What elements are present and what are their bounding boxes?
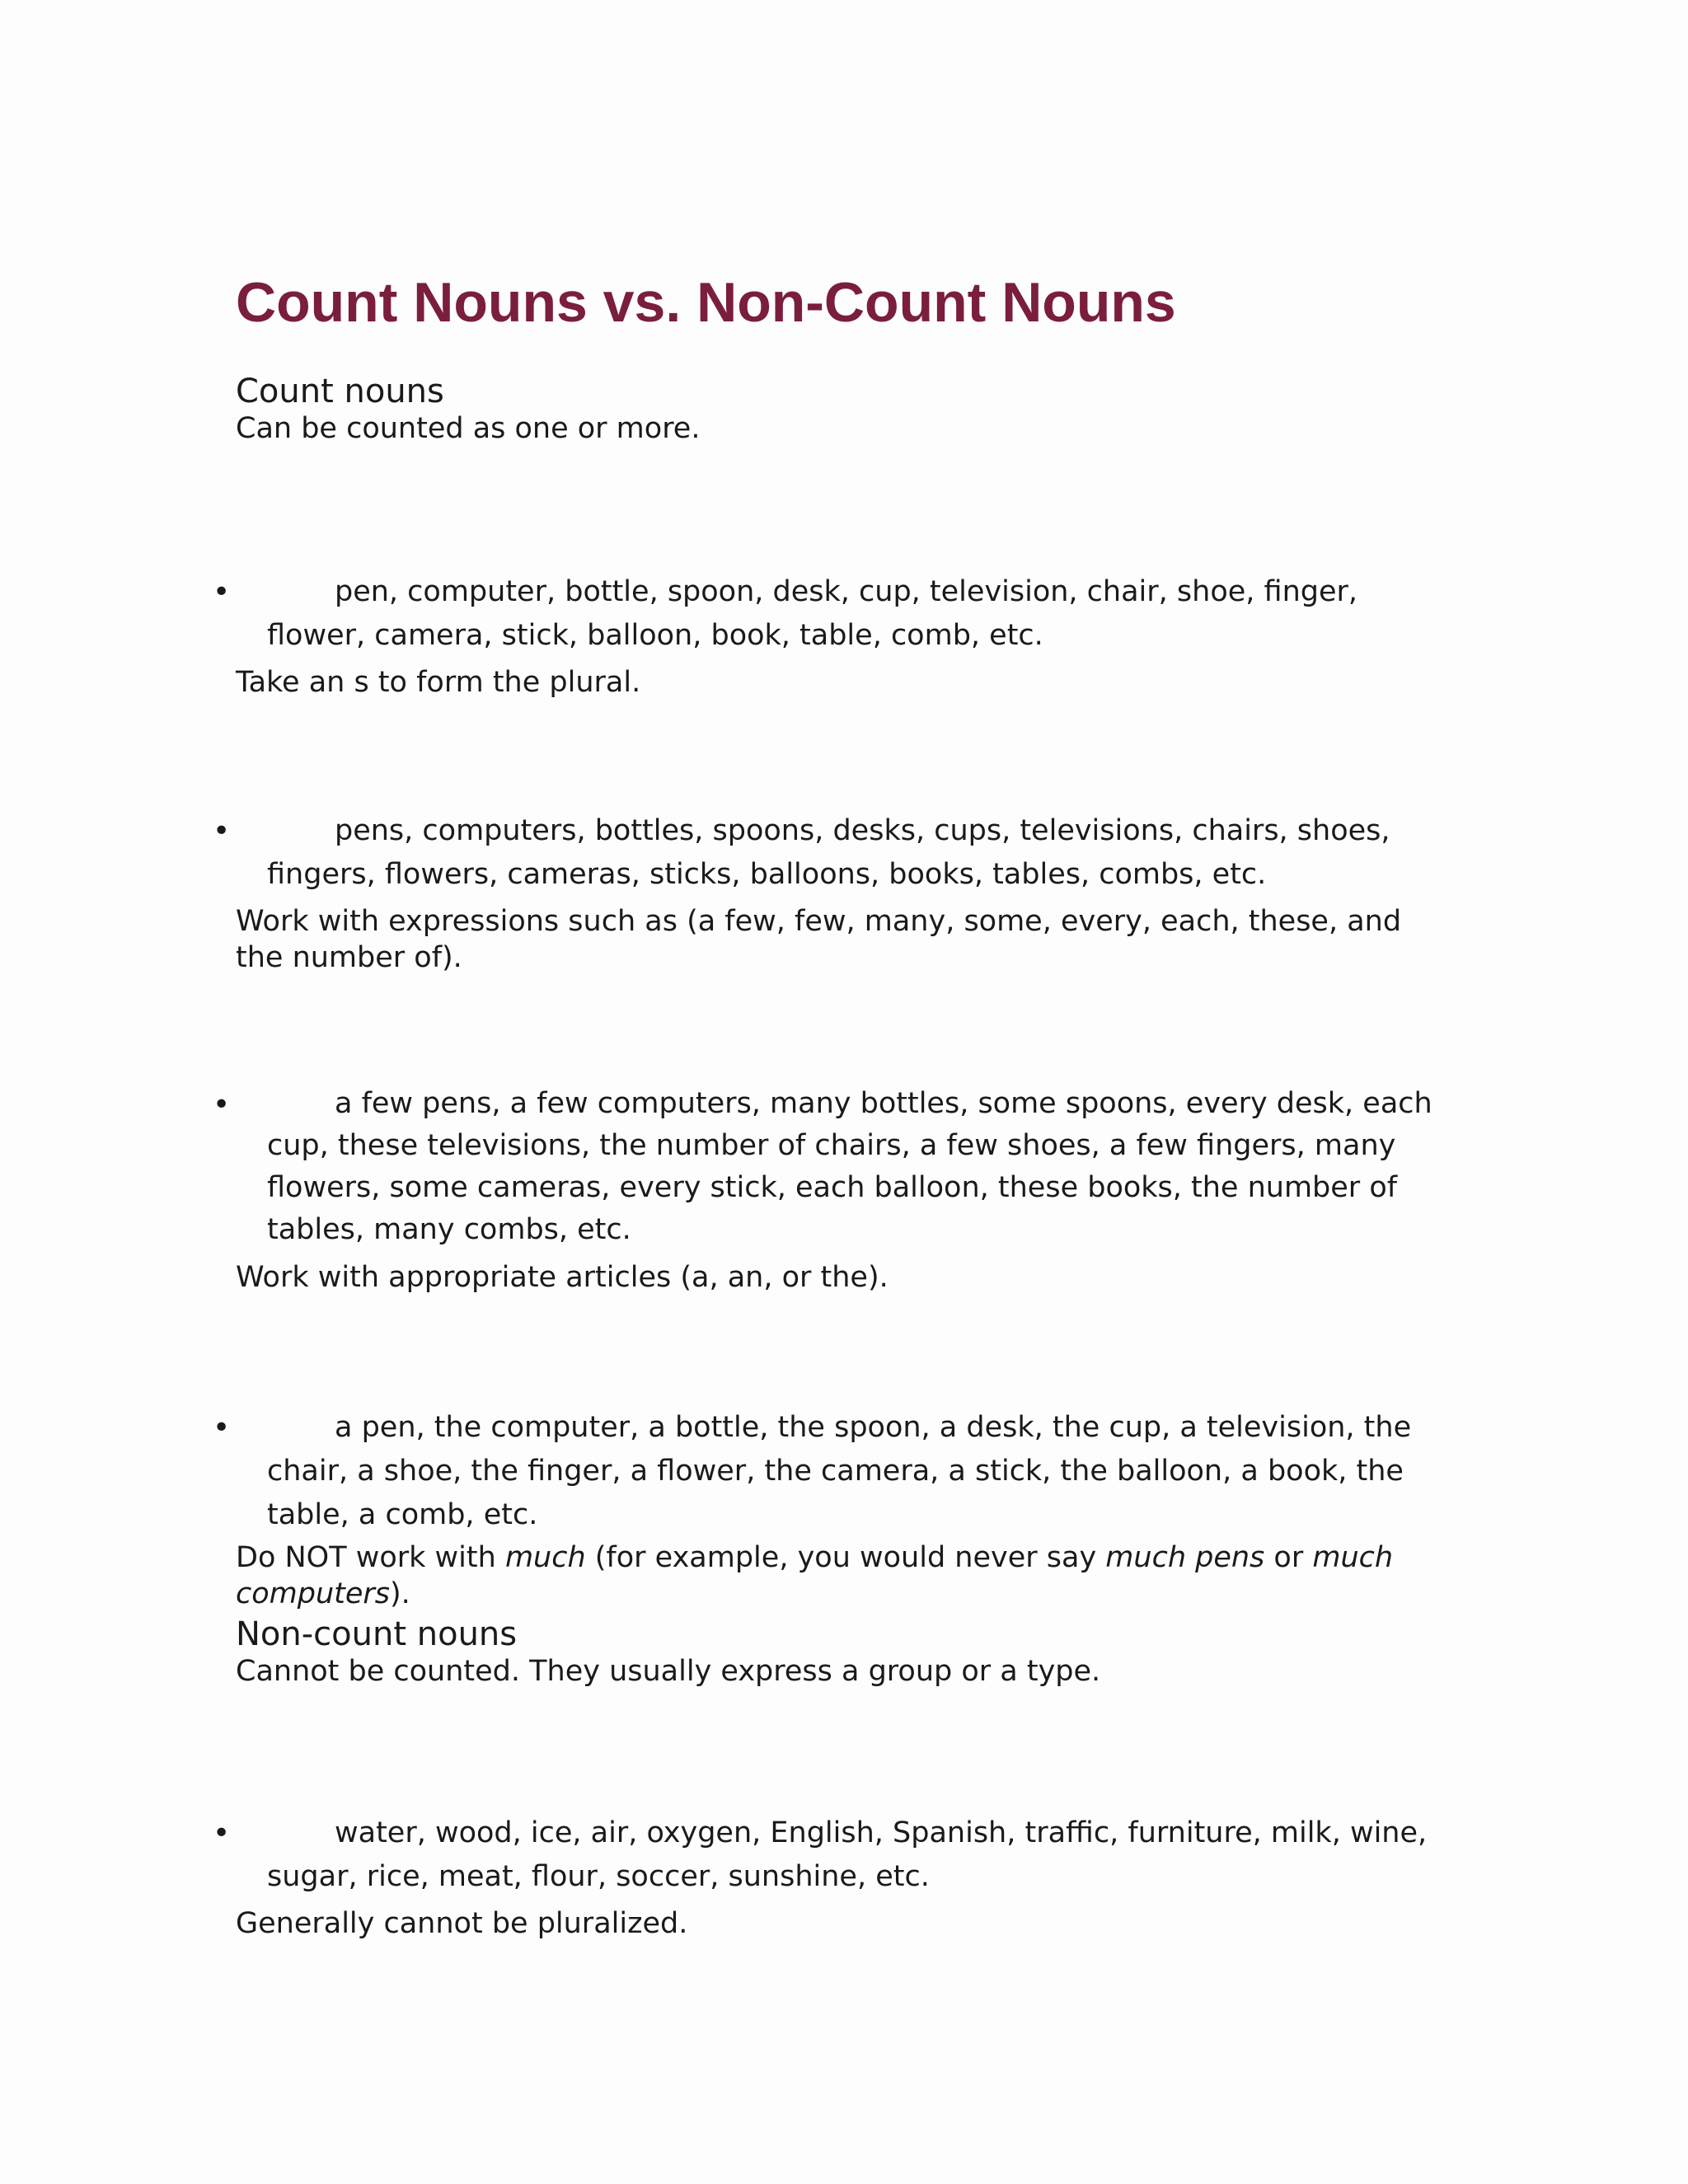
count-nouns-section-header: [236, 373, 1456, 447]
rule-much-text-4: ).: [390, 1577, 410, 1610]
count-nouns-rule-expressions-block: [236, 903, 1456, 976]
count-nouns-example-singular: pen, computer, bottle, spoon, desk, cup, television, chair, shoe, finger, flower, camera, stick, balloon, book, table, comb, etc.: [267, 575, 1358, 652]
count-nouns-example-articles: a pen, the computer, a bottle, the spoon, a desk, the cup, a television, the chair, a shoe, the finger, a flower, the camera, a stick, the balloon, a book, the table, a comb, etc.: [267, 1411, 1412, 1531]
rule-much-example-pens: much pens: [1105, 1541, 1265, 1574]
page-title: Count Nouns vs. Non-Count Nouns: [236, 271, 1176, 334]
count-nouns-rule-plural: Take an s to form the plural.: [236, 666, 641, 699]
count-nouns-rule-expressions: Work with expressions such as (a few, few, many, some, every, each, these, and the number of).: [236, 905, 1402, 974]
count-nouns-rule-much-block: [236, 1540, 1456, 1612]
rule-much-text-3: or: [1264, 1541, 1313, 1574]
rule-much-word: much: [504, 1541, 586, 1574]
non-count-nouns-heading: Non-count nouns: [236, 1615, 518, 1653]
count-nouns-rule-much: [236, 1540, 1456, 1612]
non-count-nouns-definition: Cannot be counted. They usually express a group or a type.: [236, 1655, 1101, 1688]
count-nouns-heading: Count nouns: [236, 373, 444, 410]
rule-much-text-2: (for example, you would never say: [585, 1541, 1106, 1574]
count-nouns-rule-plural-block: [236, 664, 1456, 701]
bullet-icon: •: [213, 1411, 231, 1445]
bullet-icon: •: [213, 1816, 231, 1850]
non-count-nouns-rule-plural: Generally cannot be pluralized.: [236, 1907, 688, 1940]
non-count-nouns-rule-plural-block: [236, 1905, 1456, 1942]
count-nouns-rule-articles: Work with appropriate articles (a, an, or the).: [236, 1261, 889, 1294]
bullet-icon: •: [213, 1088, 231, 1122]
bullet-icon: •: [213, 814, 231, 848]
count-nouns-rule-articles-block: [236, 1259, 1456, 1296]
count-nouns-example-expressions: a few pens, a few computers, many bottles, some spoons, every desk, each cup, these televisions, the number of chairs, a few shoes, a few fingers, many flowers, some cameras, every stick, each balloon, these books, the number of tables, many combs, etc.: [267, 1087, 1432, 1246]
bullet-icon: •: [213, 575, 231, 609]
rule-much-text-1: Do NOT work with: [236, 1541, 505, 1574]
rule-much-example-computers: much computers: [236, 1541, 1394, 1610]
non-count-nouns-section-header: [236, 1615, 1456, 1690]
count-nouns-definition: Can be counted as one or more.: [236, 412, 701, 445]
count-nouns-example-plural: pens, computers, bottles, spoons, desks, cups, televisions, chairs, shoes, fingers, flowers, cameras, sticks, balloons, books, tables, combs, etc.: [267, 814, 1390, 891]
non-count-nouns-example: water, wood, ice, air, oxygen, English, Spanish, traffic, furniture, milk, wine, sugar, rice, meat, flour, soccer, sunshine, etc.: [267, 1816, 1428, 1893]
